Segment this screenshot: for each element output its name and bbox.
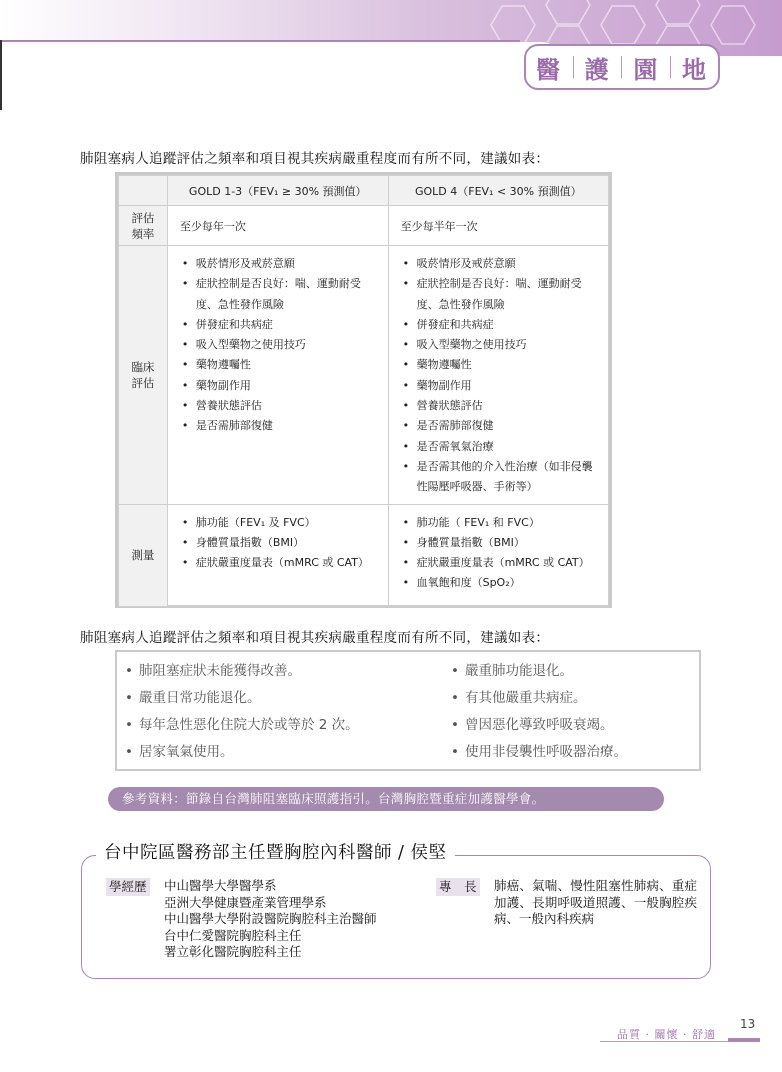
intro-paragraph: 肺阻塞病人追蹤評估之頻率和項目視其疾病嚴重程度而有所不同，建議如表：	[80, 151, 550, 167]
experience-item: 署立彰化醫院胸腔科主任	[164, 944, 302, 959]
section-title-char: 地	[681, 54, 708, 84]
indicator-item: • 嚴重日常功能退化。	[125, 685, 359, 712]
row-label-line: 臨床	[131, 359, 155, 374]
list-item: • 肺功能（ FEV₁ 和 FVC）	[403, 513, 602, 533]
list-item	[182, 274, 382, 315]
row-label	[119, 206, 168, 246]
list-item: • 吸入型藥物之使用技巧	[403, 335, 602, 355]
table-cell: 至少每半年一次	[388, 206, 608, 246]
row-label-line: 測量	[131, 548, 155, 563]
experience-item: 中山醫學大學醫學系	[164, 878, 277, 893]
table-corner	[119, 176, 168, 206]
list-item: • 吸菸情形及戒菸意願	[182, 254, 382, 274]
experience-item: 台中仁愛醫院胸腔科主任	[164, 927, 302, 943]
table-cell	[167, 504, 388, 606]
table-cell	[167, 246, 388, 505]
list-item: • 併發症和共病症	[182, 315, 382, 335]
indicator-item: • 使用非侵襲性呼吸器治療。	[451, 739, 627, 766]
list-item: • 身體質量指數（BMI）	[403, 533, 602, 553]
experience-label: 學經歷	[106, 878, 150, 896]
reference-badge: 參考資料：節錄自台灣肺阻塞臨床照護指引。台灣胸腔暨重症加護醫學會。	[108, 787, 664, 811]
list-item: • 身體質量指數（BMI）	[182, 533, 382, 553]
row-label-line: 評估	[131, 210, 155, 225]
list-item: • 藥物遵囑性	[403, 355, 602, 375]
indicator-item: • 有其他嚴重共病症。	[451, 685, 627, 712]
indicator-box	[115, 650, 701, 771]
indicator-item: • 曾因惡化導致呼吸衰竭。	[451, 712, 627, 739]
section-title	[536, 50, 708, 84]
row-label	[119, 246, 168, 505]
row-label-line: 頻率	[131, 226, 155, 241]
indicator-item: • 每年急性惡化住院大於或等於 2 次。	[125, 712, 359, 739]
column-header-gold-1-3: GOLD 1-3（FEV₁ ≥ 30% 預測值）	[167, 176, 388, 206]
list-item: • 併發症和共病症	[403, 315, 602, 335]
list-item: • 症狀控制是否良好：喘、運動耐受度、急性發作風險	[403, 274, 602, 315]
list-item-text: 症狀控制是否良好：喘、運動耐受度、急性發作風險	[195, 277, 361, 311]
list-item: • 是否需氧氣治療	[403, 437, 602, 457]
list-item: • 營養狀態評估	[403, 396, 602, 416]
list-item: • 吸入型藥物之使用技巧	[182, 335, 382, 355]
table-row-frequency	[119, 206, 609, 246]
list-item: • 是否需肺部復健	[403, 416, 602, 436]
indicator-item: • 居家氧氣使用。	[125, 739, 359, 766]
indicator-list-left	[125, 658, 359, 766]
section-title-char: 醫	[536, 54, 562, 84]
binding-mark	[0, 40, 2, 110]
column-header-gold-4: GOLD 4（FEV₁ < 30% 預測值）	[388, 176, 608, 206]
page-number: 13	[740, 1017, 756, 1031]
assessment-table	[115, 172, 612, 608]
list-item: • 藥物副作用	[182, 376, 382, 396]
table-row-clinical	[119, 246, 609, 505]
header-rule	[0, 40, 520, 42]
list-item: • 血氧飽和度（SpO₂）	[403, 573, 602, 593]
title-divider	[670, 56, 671, 78]
list-item: • 營養狀態評估	[182, 396, 382, 416]
table-cell	[388, 246, 608, 505]
specialty-label: 專 長	[436, 878, 480, 896]
list-item: • 肺功能（FEV₁ 及 FVC）	[182, 513, 382, 533]
footer-slogan: 品質 · 關懷 · 舒適	[617, 1028, 716, 1041]
title-divider	[621, 56, 622, 78]
list-item: • 藥物遵囑性	[182, 355, 382, 375]
specialty-text: 肺癌、氣喘、慢性阻塞性肺病、重症加護、長期呼吸道照護、一般胸腔疾病、一般內科疾病	[494, 878, 697, 926]
header-cutout	[0, 42, 560, 72]
list-item: • 是否需其他的介入性治療（如非侵襲性陽壓呼吸器、手術等）	[403, 457, 602, 498]
table-cell: 至少每年一次	[167, 206, 388, 246]
indicator-list-right	[451, 658, 627, 766]
indicator-item: • 嚴重肺功能退化。	[451, 658, 627, 685]
assessment-table-grid	[118, 175, 609, 607]
experience-list	[164, 878, 377, 961]
author-title: 台中院區醫務部主任暨胸腔內科醫師 / 侯堅	[96, 839, 455, 864]
indicator-item: • 肺阻塞症狀未能獲得改善。	[125, 658, 359, 685]
footer-accent-bar	[728, 1038, 760, 1042]
list-item: • 吸菸情形及戒菸意願	[403, 254, 602, 274]
row-label	[119, 504, 168, 606]
experience-item: 亞洲大學健康暨產業管理學系	[164, 894, 327, 910]
list-item: • 是否需肺部復健	[182, 416, 382, 436]
intro-paragraph-2: 肺阻塞病人追蹤評估之頻率和項目視其疾病嚴重程度而有所不同，建議如表：	[80, 630, 550, 646]
table-row-measurement	[119, 504, 609, 606]
row-label-line: 評估	[131, 375, 155, 390]
section-title-char: 園	[633, 54, 660, 84]
section-title-char: 護	[584, 54, 611, 84]
list-item: • 症狀嚴重度量表（mMRC 或 CAT）	[403, 553, 602, 573]
list-item: • 藥物副作用	[403, 376, 602, 396]
list-item: • 症狀嚴重度量表（mMRC 或 CAT）	[182, 553, 382, 573]
experience-item: 中山醫學大學附設醫院胸腔科主治醫師	[164, 911, 377, 926]
title-divider	[573, 56, 574, 78]
table-cell	[388, 504, 608, 606]
